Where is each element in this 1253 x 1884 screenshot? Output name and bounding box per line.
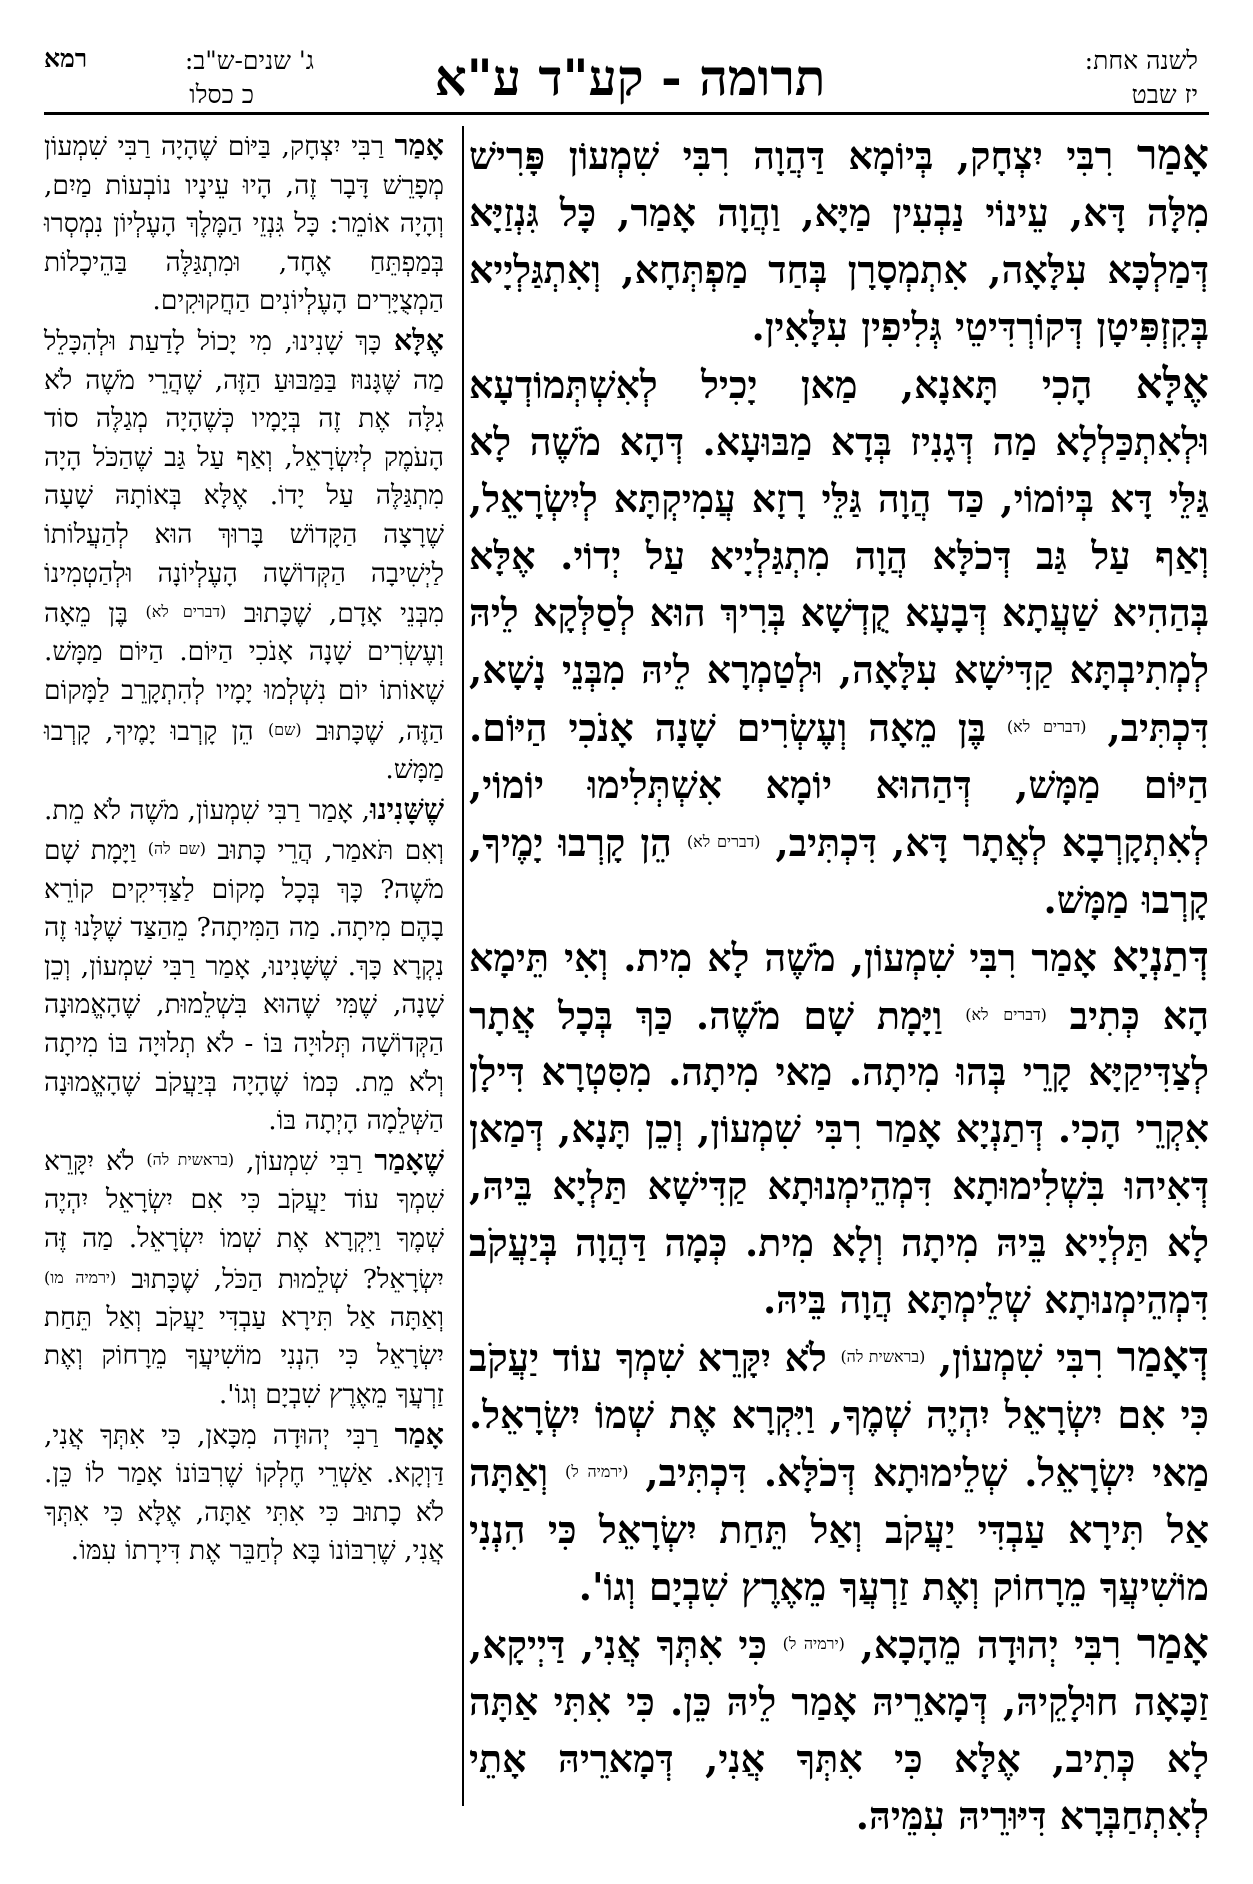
side-opening-word: אָמַר [394, 128, 444, 162]
side-text: הֵן קָרְבוּ יָמֶיךָ, קָרְבוּ מַמָּשׁ. [44, 715, 444, 786]
main-text: הֵן קָרְבוּ יָמֶיךָ, קָרְבוּ מַמָּשׁ. [469, 819, 1209, 922]
side-text: בֶּן מֵאָה וְעֶשְׂרִים שָׁנָה אָנֹכִי הַיּוֹם. הַיּוֹם מַמָּשׁ. שֶׁאוֹתוֹ יוֹם נִשְׁלְמוּ יָמָיו לְהִתְקָרֵב לַמָּקוֹם הַזֶּה, שֶׁכָּתוּב [44, 597, 444, 747]
main-paragraph [469, 1615, 1209, 1844]
side-text: לֹא יִקָּרֵא שִׁמְךָ עוֹד יַעֲקֹב כִּי אִם יִשְׂרָאֵל יִהְיֶה שְׁמֶךָ וַיִּקְרָא אֶת שְׁמוֹ יִשְׂרָאֵל. מַה זֶּה יִשְׂרָאֵל? שְׁלֵמוּת הַכֹּל, שֶׁכָּתוּב [44, 1145, 444, 1295]
side-verse-reference: (שם לה) [147, 839, 206, 859]
main-opening-word: דְּאָמַר [1116, 1332, 1209, 1382]
side-verse-reference: (בראשית לה) [146, 1149, 235, 1169]
column-divider [462, 126, 464, 1806]
header-left-row [44, 44, 314, 78]
side-text: וַיָּמָת שָׁם מֹשֶׁה? כָּךְ בְּכָל מָקוֹם לַצַּדִּיקִים קוֹרֵא בָהֶם מִיתָה. מַה הַמִּיתָה? מֵהַצַּד שֶׁלָּנוּ זֶה נִקְרָא כָּךְ. שֶׁשָּׁנִינוּ, אָמַר רַבִּי שִׁמְעוֹן, וְכֵן שָׁנָה, שֶׁמִּי שֶׁהוּא בִּשְׁלֵמוּת, שֶׁהָאֱמוּנָה הַקְּדוֹשָׁה תְּלוּיָה בּוֹ - לֹא תְלוּיָה בּוֹ מִיתָה וְלֹא מֵת. כְּמוֹ שֶׁהָיָה בְּיַעֲקֹב שֶׁהָאֱמוּנָה הַשְּׁלֵמָה הָיְתָה בּוֹ. [44, 834, 444, 1137]
schedule-date-label: כ כסלו [189, 80, 254, 109]
main-text: לֹא יִקָּרֵא שִׁמְךָ עוֹד יַעֲקֹב כִּי אִם יִשְׂרָאֵל יִהְיֶה שְׁמֶךָ, וַיִּקְרָא אֶת שְׁמוֹ יִשְׂרָאֵל. מַאי יִשְׂרָאֵל. שְׁלֵימוּתָא דְּכֹלָּא. דִּכְתִּיב, [469, 1335, 1210, 1496]
side-text: רַבִּי יְהוּדָה מִכָּאן, כִּי אִתְּךָ אֲנִי, דַּוְקָא. אַשְׁרֵי חֶלְקוֹ שֶׁרִבּוֹנוֹ אָמַר לוֹ כֵּן. לֹא כָתוּב כִּי אִתִּי אַתָּה, אֶלָּא כִּי אִתְּךָ אֲנִי, שֶׁרִבּוֹנוֹ בָּא לְחַבֵּר אֶת דִּירָתוֹ עִמּוֹ. [44, 1419, 444, 1567]
side-opening-word: שֶׁאָמַר [374, 1142, 444, 1177]
main-verse-reference: (בראשית לה) [840, 1347, 926, 1367]
main-text: רִבִּי יְהוּדָה מֵהָכָא, [860, 1622, 1137, 1668]
side-opening-word: אָמַר [394, 1416, 444, 1451]
side-text: וְאַתָּה אַל תִּירָא עַבְדִּי יַעֲקֹב וְאַל תֵּחַת יִשְׂרָאֵל כִּי הִנְנִי מוֹשִׁיעֲךָ מֵרָחוֹק וְאֶת זַרְעֲךָ מֵאֶרֶץ שִׁבְיָם וְגוֹ'. [44, 1301, 444, 1411]
main-text: אָמַר רִבִּי שִׁמְעוֹן, מֹשֶׁה לָא מִית. וְאִי תֵּימָא הָא כְּתִיב [469, 934, 1209, 1038]
main-opening-word: אֶלָּא [1135, 359, 1209, 408]
side-opening-word: אֶלָּא [393, 322, 444, 357]
side-opening-word: שֶׁשָּׁנִינוּ [370, 791, 444, 826]
main-text: הָכִי תָּאנָא, מַאן יָכִיל לְאִשְׁתְּמוֹדְעָא וּלְאִתְכַּלְלָא מַה דְּגָנִיז בְּדָא מַבּוּעָא. דְּהָא מֹשֶׁה לָא גַּלֵּי דָּא בְּיוֹמוֹי, כַּד הֲוָה גַּלֵּי רָזָא עֲמִיקְתָּא לְיִשְׂרָאֵל, וְאַף עַל גַּב דְּכֹלָּא הֲוָה מִתְגַּלְיָיא עַל יְדוֹי. אֶלָּא בְּהַהִיא שַׁעֲתָא דְּבָעָא קֻדְשָׁא בְּרִיךְ הוּא לְסַלְּקָא לֵיהּ לְמְתִיבְתָּא קַדִּישָׁא עִלָּאָה, וּלְטַמְרָא לֵיהּ מִבְּנֵי נָשָׁא, דִּכְתִּיב, [469, 362, 1210, 750]
main-paragraph [469, 126, 1209, 355]
side-text: רַבִּי יִצְחָק, בַּיּוֹם שֶׁהָיָה רַבִּי שִׁמְעוֹן מְפָרֵשׁ דָּבָר זֶה, הָיוּ עֵינָיו נוֹבְעוֹת מַיִם, וְהָיָה אוֹמֵר: כָּל גִּנְזֵי הַמֶּלֶךְ הָעֶלְיוֹן נִמְסְרוּ בְּמַפְתֵּחַ אֶחָד, וּמִתְגַּלֶּה בַּהֵיכָלוֹת הַמְצֻיָּרִים הָעֶלְיוֹנִים הַחֲקוּקִים. [44, 131, 444, 317]
main-verse-reference: (ירמיה ל) [565, 1462, 629, 1482]
study-cycle-label: לשנה אחת: [1084, 46, 1198, 75]
main-text: בֶּן מֵאָה וְעֶשְׂרִים שָׁנָה אָנֹכִי הַיּוֹם. הַיּוֹם מַמָּשׁ, דְּהַהוּא יוֹמָא אִשְׁתְּלִימוּ יוֹמוֹי, לְאִתְקָרְבָא לְאֲתָר דָּא, דִּכְתִּיב, [469, 704, 1209, 865]
side-text: רַבִּי שִׁמְעוֹן, [246, 1145, 375, 1177]
main-text: וַיָּמָת שָׁם מֹשֶׁה. כַּךְ בְּכָל אֲתָר לְצַדִּיקַיָּא קָרֵי בְּהוּ מִיתָה. מַאי מִיתָה. מִסִּטְרָא דִּילָן אִקְרֵי הָכִי. דְּתַנְיָא אָמַר רִבִּי שִׁמְעוֹן, וְכֵן תָּנָא, דְּמַאן דְּאִיהוּ בִּשְׁלִימוּתָא דִּמְהֵימְנוּתָא קַדִּישָׁא תַּלְיָא בֵּיהּ, לָא תַּלְיָיא בֵּיהּ מִיתָה וְלָא מִית. כְּמָה דַּהֲוָה בְּיַעֲקֹב דִּמְהֵימְנוּתָא שְׁלֵימְתָּא הֲוָה בֵּיהּ. [469, 992, 1209, 1323]
main-text: רִבִּי שִׁמְעוֹן, [938, 1335, 1117, 1381]
side-paragraph [44, 790, 444, 1141]
main-verse-reference: (דברים לא) [1006, 717, 1087, 736]
page-number: רמא [44, 44, 88, 73]
side-text: כָּךְ שָׁנִינוּ, מִי יָכוֹל לָדַעַת וּלְהִכָּלֵל מַה שֶּׁגָּנוּז בַּמַּבּוּעַ הַזֶּה, שֶׁהֲרֵי מֹשֶׁה לֹא גִלָּה אֶת זֶה בְּיָמָיו כְּשֶׁהָיָה מְגַלֶּה סוֹד הָעֹמֶק לְיִשְׂרָאֵל, וְאַף עַל גַּב שֶׁהַכֹּל הָיָה מִתְגַּלֶּה עַל יָדוֹ. אֶלָּא בְּאוֹתָהּ שָׁעָה שֶׁרָצָה הַקָּדוֹשׁ בָּרוּךְ הוּא לְהַעֲלוֹתוֹ לַיְשִׁיבָה הַקְּדוֹשָׁה הָעֶלְיוֹנָה וּלְהַטְמִינוֹ מִבְּנֵי אָדָם, שֶׁכָּתוּב [44, 325, 445, 629]
main-text: וְאַתָּה אַל תִּירָא עַבְדִּי יַעֲקֹב וְאַל תֵּחַת יִשְׂרָאֵל כִּי הִנְנִי מוֹשִׁיעֲךָ מֵרָחוֹק וְאֶת זַרְעֲךָ מֵאֶרֶץ שִׁבְיָם וְגוֹ'. [469, 1450, 1209, 1610]
main-opening-word: דְּתַנְיָא [1112, 931, 1209, 981]
side-verse-reference: (דברים לא) [145, 602, 227, 622]
main-text: רִבִּי יִצְחָק, בְּיוֹמָא דַּהֲוָה רִבִּי שִׁמְעוֹן פָּרִישׁ מִלָּה דָּא, עֵינוֹי נַבְעִין מַיָּא, וַהֲוָה אָמַר, כָּל גִּנְזַיָּא דְּמַלְכָּא עִלָּאָה, אִתְמְסָרָן בְּחַד מַפְתְּחָא, וְאִתְגַּלְיָיא בְּקִזְפִּיטָן דְּקוֹרְדִּיטֵי גְּלִיפִין עִלָּאִין. [469, 133, 1209, 349]
main-opening-word: אָמַר [1136, 130, 1209, 179]
side-paragraph [44, 321, 444, 790]
main-opening-word: אָמַר [1136, 1619, 1209, 1669]
side-paragraph [44, 1141, 444, 1415]
schedule-label: ג' שנים-ש"ב: [184, 46, 314, 75]
page-title: תרומה - קע"ד ע"א [434, 48, 826, 107]
main-paragraph [469, 1328, 1209, 1615]
main-paragraph [469, 928, 1209, 1329]
main-text: כִּי אִתְּךָ אֲנִי, דַּיְיקָא, זַכָּאָה חוּלָקֵיהּ, דְּמָארֵיהּ אָמַר לֵיהּ כֵּן. כִּי אִתִּי אַתָּה לָא כְּתִיב, אֶלָּא כִּי אִתְּךָ אֲנִי, דְּמָארֵיהּ אָתֵי לְאִתְחַבְּרָא דִּיּוּרֵיהּ עִמֵּיהּ. [469, 1622, 1209, 1839]
main-verse-reference: (דברים לא) [965, 1004, 1047, 1024]
side-verse-reference: (ירמיה מו) [44, 1267, 117, 1287]
main-verse-reference: (ירמיה ל) [782, 1634, 845, 1654]
translation-column [44, 126, 444, 1571]
main-paragraph [469, 355, 1209, 928]
side-verse-reference: (שם) [267, 719, 302, 739]
side-paragraph [44, 126, 444, 321]
main-text-column [469, 126, 1209, 1844]
header-divider [44, 112, 1209, 115]
main-verse-reference: (דברים לא) [686, 831, 761, 851]
study-date-label: יז שבט [1131, 80, 1198, 109]
side-paragraph [44, 1415, 444, 1571]
side-text: , אָמַר רַבִּי שִׁמְעוֹן, מֹשֶׁה לֹא מֵת. וְאִם תֹּאמַר, הֲרֵי כָּתוּב [43, 794, 444, 866]
